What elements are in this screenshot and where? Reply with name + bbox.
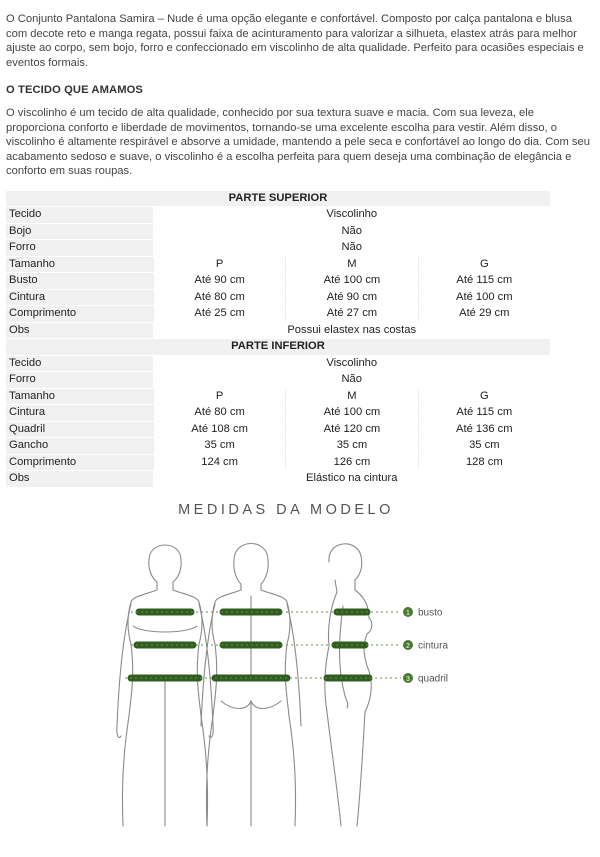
value-cell: 128 cm [418,454,550,471]
table-row [6,438,550,455]
value-cell: 124 cm [153,454,285,471]
table-row [6,240,550,257]
value-cell: 35 cm [153,438,285,455]
value-cell: Até 25 cm [153,306,285,323]
figure-title: MEDIDAS DA MODELO [178,501,394,518]
table-row [6,355,550,372]
table-row [6,372,550,389]
row-label: Cintura [6,405,153,422]
table-row [6,223,550,240]
row-value: Possui elastex nas costas [153,322,550,339]
side-figure-outline [325,543,372,825]
section-header-top [6,191,550,207]
table-row [6,405,550,422]
table-row [6,322,550,339]
row-label: Tamanho [6,388,153,405]
row-label: Tecido [6,207,153,224]
fabric-description: O viscolinho é um tecido de alta qualidade, conhecido por sua textura suave e macia. Com sua leveza, ele proporciona conforto e liberdade de movimentos, tornando-se uma excelente escolha para vestir. Além disso, o viscolinho é altamente respirável e absorve a umidade, mantendo a pele seca e confortável ao longo do dia. Com seu acabamento sedoso e suave, o viscolinho é a escolha perfeita para quem deseja uma combinação de elegância e conforto em suas roupas. [6,107,590,177]
row-value: Viscolinho [153,355,550,372]
row-label: Forro [6,372,153,389]
row-label: Quadril [6,421,153,438]
value-cell: Até 90 cm [153,273,285,290]
table-row [6,471,550,488]
value-cell: Até 29 cm [418,306,550,323]
value-cell: Até 136 cm [418,421,550,438]
row-label: Cintura [6,289,153,306]
marker-label-quadril: quadril [418,673,449,684]
value-cell: Até 120 cm [286,421,418,438]
row-label: Forro [6,240,153,257]
value-cell: Até 108 cm [153,421,285,438]
front-figure-outline [117,545,213,826]
fabric-heading: O TECIDO QUE AMAMOS [6,84,143,96]
row-value: Não [153,223,550,240]
table-row [6,388,550,405]
row-label: Busto [6,273,153,290]
row-value: Não [153,240,550,257]
table-row [6,306,550,323]
row-label: Obs [6,471,153,488]
size-cell: G [418,388,550,405]
value-cell: Até 100 cm [286,405,418,422]
body-silhouettes [111,526,561,856]
product-description: O Conjunto Pantalona Samira – Nude é uma opção elegante e confortável. Composto por calça pantalona e blusa com decote reto e manga regata, possui faixa de acinturamento para valorizar a silhueta, elastex atrás para melhor ajuste ao corpo, sem bojo, forro e confeccionado em viscolinho de alta qualidade. Perfeito para ocasiões especiais e eventos formais. [6,13,584,69]
row-value: Elástico na cintura [153,471,550,488]
row-label: Gancho [6,438,153,455]
value-cell: Até 80 cm [153,289,285,306]
table-row [6,289,550,306]
size-cell: M [286,256,418,273]
value-cell: Até 27 cm [286,306,418,323]
size-cell: G [418,256,550,273]
size-cell: P [153,256,285,273]
value-cell: Até 80 cm [153,405,285,422]
marker-label-busto: busto [418,607,443,618]
row-label: Bojo [6,223,153,240]
table-row [6,454,550,471]
back-figure-outline [201,543,301,826]
value-cell: 126 cm [286,454,418,471]
row-value: Viscolinho [153,207,550,224]
table-row [6,421,550,438]
section-title: PARTE SUPERIOR [6,191,550,207]
row-label: Obs [6,322,153,339]
size-table [6,191,550,488]
section-title: PARTE INFERIOR [6,339,550,356]
row-label: Comprimento [6,454,153,471]
value-cell: 35 cm [286,438,418,455]
row-value: Não [153,372,550,389]
value-cell: Até 115 cm [418,405,550,422]
value-cell: Até 90 cm [286,289,418,306]
value-cell: 35 cm [418,438,550,455]
value-cell: Até 100 cm [418,289,550,306]
marker-number: 3 [406,675,410,683]
table-row [6,273,550,290]
value-cell: Até 100 cm [286,273,418,290]
marker-number: 1 [406,609,410,617]
size-cell: P [153,388,285,405]
table-row [6,256,550,273]
row-label: Tamanho [6,256,153,273]
row-label: Tecido [6,355,153,372]
row-label: Comprimento [6,306,153,323]
marker-number: 2 [406,642,410,650]
size-cell: M [286,388,418,405]
value-cell: Até 115 cm [418,273,550,290]
table-row [6,207,550,224]
section-header-bottom [6,339,550,356]
model-measurements-figure [111,502,561,857]
marker-label-cintura: cintura [418,640,449,651]
